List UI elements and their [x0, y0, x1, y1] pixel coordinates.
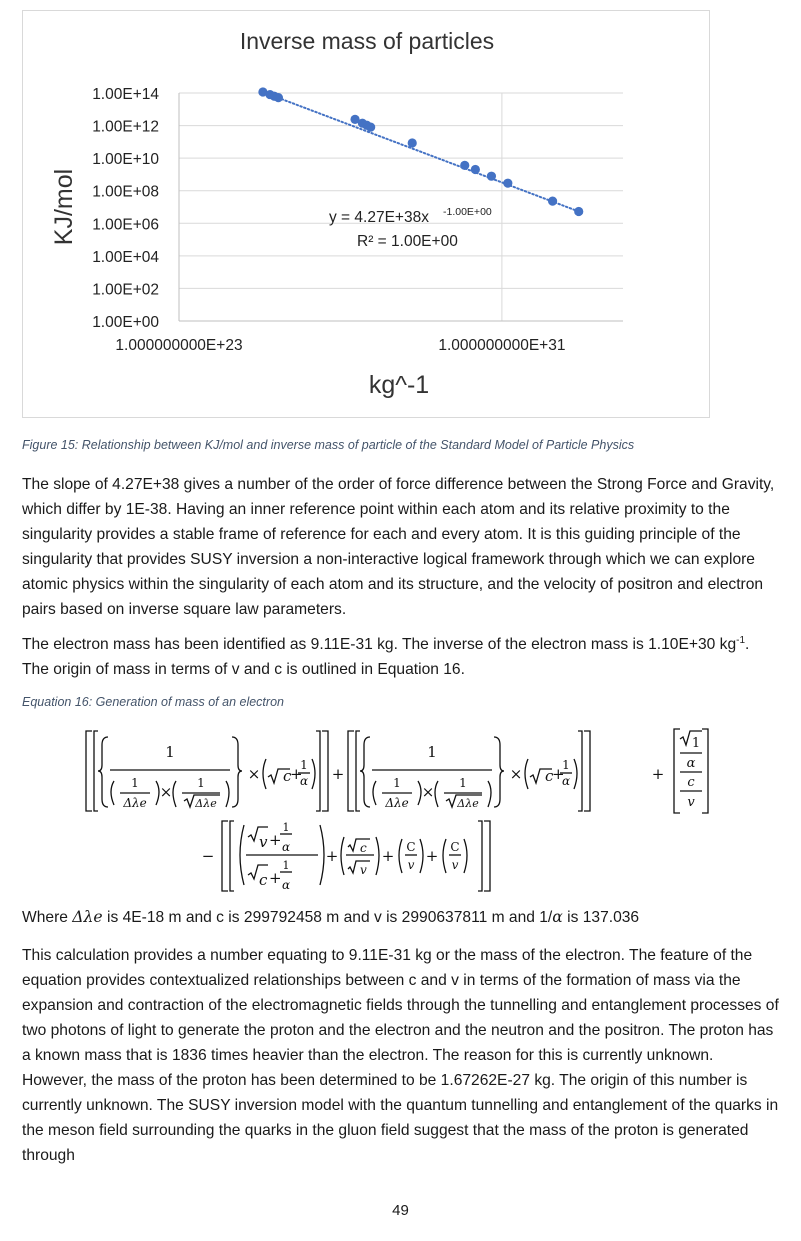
trendline [263, 92, 579, 211]
where-text-1: Where [22, 909, 73, 926]
svg-text:1: 1 [562, 758, 570, 772]
svg-text:Δλe: Δλe [385, 796, 409, 810]
svg-text:v: v [407, 858, 415, 872]
svg-text:c: c [687, 775, 695, 790]
svg-text:+: + [269, 831, 282, 849]
svg-text:α: α [281, 840, 291, 854]
svg-text:c: c [259, 871, 268, 889]
data-point [366, 123, 375, 132]
svg-text:α: α [281, 878, 291, 892]
svg-text:+: + [552, 765, 565, 783]
svg-text:1: 1 [197, 776, 205, 790]
data-point [460, 161, 469, 170]
svg-text:×: × [509, 765, 523, 783]
trendline-r2: R² = 1.00E+00 [357, 233, 458, 250]
svg-text:α: α [686, 756, 696, 771]
svg-text:1: 1 [691, 736, 701, 751]
svg-text:v: v [687, 795, 695, 810]
where-text-2: is 4E-18 m and c is 299792458 m and v is 2990637811 m and 1/ [102, 909, 553, 926]
where-text-3: is 137.036 [562, 909, 640, 926]
y-tick-label: 1.00E+12 [92, 118, 159, 136]
svg-text:c: c [283, 767, 292, 785]
svg-text:1: 1 [427, 743, 437, 761]
svg-text:1: 1 [282, 859, 290, 872]
svg-text:C: C [406, 840, 416, 854]
svg-text:×: × [421, 783, 435, 801]
page-number: 49 [392, 1202, 409, 1219]
where-line [22, 905, 780, 930]
trendline-equation: y = 4.27E+38x [329, 209, 429, 226]
svg-text:v: v [451, 858, 459, 872]
y-tick-label: 1.00E+06 [92, 216, 159, 234]
svg-text:c: c [545, 767, 554, 785]
svg-text:+: + [425, 847, 439, 865]
y-tick-label: 1.00E+02 [92, 281, 159, 299]
svg-text:+: + [651, 765, 665, 783]
trendline-exponent: -1.00E+00 [443, 206, 492, 218]
svg-text:v: v [360, 863, 367, 877]
equation-16 [80, 725, 730, 895]
data-point [471, 165, 480, 174]
chart-container [22, 10, 710, 418]
data-point [548, 197, 557, 206]
svg-text:α: α [299, 774, 309, 788]
svg-text:1: 1 [282, 821, 290, 834]
paragraph-electron-mass-text-end: . The origin of mass in terms of v and c is outlined in Equation 16. [22, 636, 750, 678]
svg-text:+: + [325, 847, 339, 865]
paragraph-electron-mass [22, 632, 780, 682]
y-tick-label: 1.00E+04 [92, 248, 159, 266]
svg-text:v: v [259, 833, 268, 851]
svg-text:Δλe: Δλe [195, 797, 217, 810]
svg-text:×: × [159, 783, 173, 801]
data-point [487, 172, 496, 181]
y-tick-label: 1.00E+08 [92, 183, 159, 201]
scatter-chart [23, 11, 711, 419]
y-tick-label: 1.00E+10 [92, 151, 159, 169]
svg-text:+: + [290, 765, 303, 783]
paragraph-electron-mass-text: The electron mass has been identified as 9.11E-31 kg. The inverse of the electron mass is 1.10E+30 kg [22, 636, 737, 653]
svg-text:×: × [247, 765, 261, 783]
chart-title: Inverse mass of particles [239, 28, 495, 54]
paragraph-calculation: This calculation provides a number equating to 9.11E-31 kg or the mass of the electron. The feature of the equation provides contextualized relationships between c and v in terms of the formation of mass via the expansion and contraction of the electromagnetic fields through the tunnelling and entanglement processes of two photons of light to generate the proton and the electron and the neutron and the positron. The proton has a known mass that is 1836 times heavier than the electron. The reason for this is currently unknown. However, the mass of the proton has been determined to be 1.67262E-27 kg. The origin of this number is currently unknown. The SUSY inversion model with the quantum tunnelling and entanglement of the quarks in the meson field surrounding the quarks in the gluon field suggest that the mass of the proton is generated through [22, 947, 779, 1164]
y-axis-title: KJ/mol [50, 168, 78, 246]
figure-caption: Figure 15: Relationship between KJ/mol and inverse mass of particle of the Standard Model of Particle Physics [22, 438, 635, 452]
delta-lambda-e: Δλe [72, 908, 103, 926]
data-point [408, 138, 417, 147]
paragraph-slope: The slope of 4.27E+38 gives a number of the order of force difference between the Strong Force and Gravity, which differ by 1E-38. Having an inner reference point within each atom and its relative proximity to the singularity provides a stable frame of reference for each and every atom. It is this guiding principle of the singularity that provides SUSY inversion a non-interactive logical framework through which we can explore atomic physics within the singularity of each atom and its structure, and the velocity of positron and electron pairs based on inverse square law parameters. [22, 476, 775, 618]
x-tick-label: 1.000000000E+23 [115, 337, 243, 354]
data-point [274, 93, 283, 102]
svg-text:1: 1 [165, 743, 175, 761]
y-tick-label: 1.00E+14 [92, 86, 159, 103]
svg-text:1: 1 [300, 758, 308, 772]
superscript-minus-one: -1 [736, 634, 746, 646]
svg-text:+: + [269, 869, 282, 887]
svg-text:1: 1 [459, 776, 467, 790]
x-axis-title: kg^-1 [368, 371, 430, 399]
svg-text:+: + [331, 765, 345, 783]
data-point [503, 179, 512, 188]
svg-text:−: − [201, 847, 215, 865]
svg-text:Δλe: Δλe [457, 797, 479, 810]
svg-text:α: α [561, 774, 571, 788]
equation-caption: Equation 16: Generation of mass of an electron [22, 695, 284, 709]
data-point [574, 207, 583, 216]
svg-text:c: c [360, 841, 367, 855]
alpha-symbol: α [552, 908, 563, 926]
svg-text:C: C [450, 840, 460, 854]
x-tick-label: 1.000000000E+31 [438, 337, 566, 354]
y-tick-label: 1.00E+00 [92, 314, 159, 331]
svg-text:1: 1 [131, 776, 139, 790]
svg-text:+: + [381, 847, 395, 865]
svg-text:Δλe: Δλe [123, 796, 147, 810]
svg-text:1: 1 [393, 776, 401, 790]
